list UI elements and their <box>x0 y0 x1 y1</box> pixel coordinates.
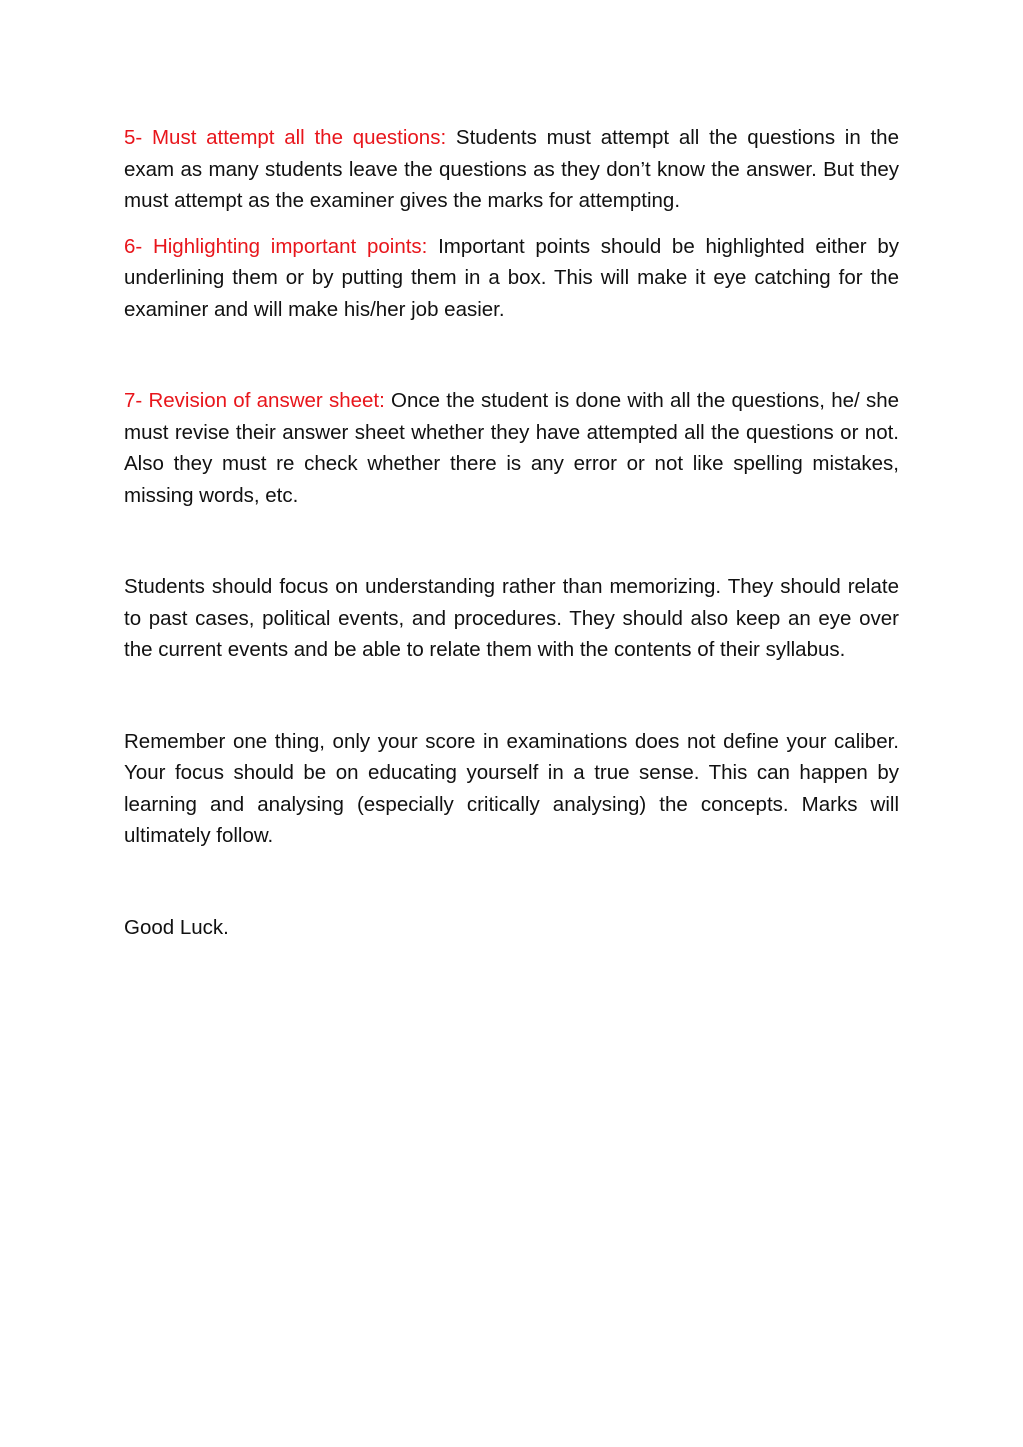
tip-paragraph-6 <box>124 231 899 326</box>
document-body <box>124 122 899 943</box>
tip-paragraph-5 <box>124 122 899 217</box>
spacer <box>124 511 899 571</box>
remember-paragraph <box>124 726 899 852</box>
remember-text: Remember one thing, only your score in examinations does not define your caliber. Your focus should be on educating yourself in a true sense. This can happen by learning and analysing (especially critically analysing) the concepts. Marks will ultimately follow. <box>124 729 899 847</box>
focus-text: Students should focus on understanding rather than memorizing. They should relate to past cases, political events, and procedures. They should also keep an eye over the current events and be able to relate them with the contents of their syllabus. <box>124 575 899 661</box>
tip-heading-7: 7- Revision of answer sheet: <box>124 389 385 412</box>
spacer <box>124 852 899 912</box>
spacer <box>124 325 899 385</box>
tip-text-5: Students must attempt all the questions in the exam as many students leave the questions as they don’t know the answer. But they must attempt as the examiner gives the marks for attempting. <box>124 126 899 212</box>
spacer <box>124 217 899 231</box>
tip-heading-5: 5- Must attempt all the questions: <box>124 126 447 149</box>
tip-paragraph-7 <box>124 385 899 511</box>
focus-paragraph <box>124 571 899 666</box>
tip-heading-6: 6- Highlighting important points: <box>124 234 428 258</box>
closing-text: Good Luck. <box>124 915 229 939</box>
spacer <box>124 666 899 726</box>
tip-text-6: Important points should be highlighted either by underlining them or by putting them in a box. This will make it eye catching for the examiner and will make his/her job easier. <box>124 234 899 321</box>
closing-line <box>124 912 899 944</box>
tip-text-7: Once the student is done with all the questions, he/ she must revise their answer sheet whether they have attempted all the questions or not. Also they must re check whether there is any error or not like spelling mistakes, missing words, etc. <box>124 389 899 507</box>
